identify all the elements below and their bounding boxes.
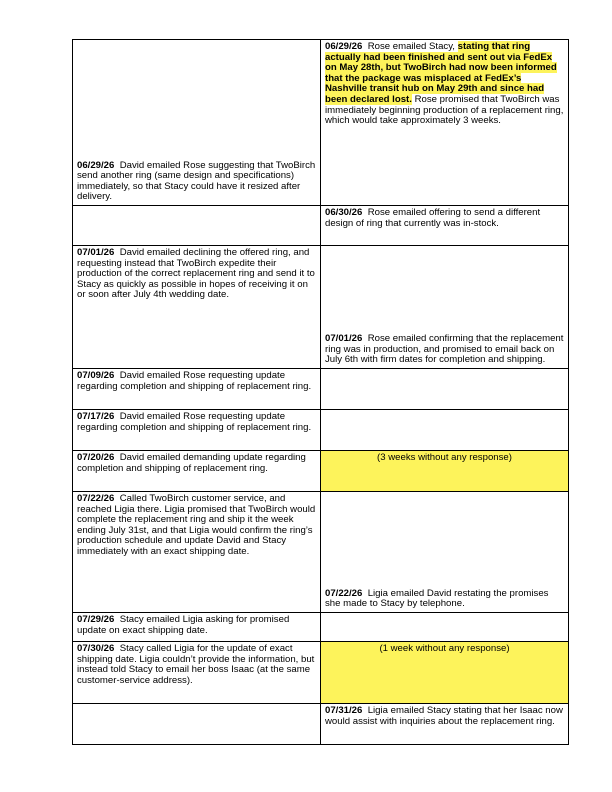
entry-text: Stacy called Ligia for the update of exact shipping date. Ligia couldn’t provide the information, but instead told Stacy to email her boss Isaac (at the same customer-service address).	[77, 643, 315, 686]
entry-date: 07/31/26	[325, 705, 363, 716]
right-cell	[321, 40, 569, 206]
entry-text: Stacy emailed Ligia asking for promised update on exact shipping date.	[77, 614, 290, 636]
entry-date: 07/17/26	[77, 411, 115, 422]
left-cell	[73, 369, 321, 410]
left-cell	[73, 642, 321, 704]
entry-date: 06/30/26	[325, 207, 363, 218]
entry-text: David emailed Rose requesting update regarding completion and shipping of replacement ring.	[77, 370, 312, 392]
entry-date: 07/22/26	[325, 587, 363, 599]
entry-date: 07/30/26	[77, 643, 115, 654]
right-cell	[321, 369, 569, 410]
entry-text: David emailed Rose suggesting that TwoBirch send another ring (same design and specifications) immediately, so that Stacy could have it resized after delivery.	[77, 159, 316, 203]
entry	[77, 453, 316, 474]
table-row	[73, 642, 569, 704]
no-response-note: (3 weeks without any response)	[377, 452, 512, 463]
entry-text: Rose emailed Stacy,	[367, 41, 458, 52]
entry-text: Rose emailed offering to send a different design of ring that currently was in-stock.	[325, 207, 541, 229]
left-cell	[73, 246, 321, 369]
entry	[77, 371, 316, 392]
entry-date: 07/09/26	[77, 370, 115, 381]
table-row	[73, 410, 569, 451]
entry-date: 07/20/26	[77, 452, 115, 463]
table-row	[73, 613, 569, 642]
entry	[77, 644, 316, 686]
entry	[77, 412, 316, 433]
right-cell-highlight	[321, 642, 569, 704]
left-cell	[73, 492, 321, 613]
right-cell	[321, 492, 569, 613]
right-cell	[321, 246, 569, 369]
right-cell-highlight	[321, 451, 569, 492]
entry	[325, 42, 564, 127]
entry-text: Ligia emailed David restating the promises she made to Stacy by telephone.	[325, 587, 549, 610]
right-cell	[321, 206, 569, 246]
entry-date: 07/01/26	[77, 247, 115, 258]
highlighted-text: stating that ring actually had been finished and sent out via FedEx on May 28th, but TwoBirch had now been informed that the package was misplaced at FedEx’s Nashville transit hub on May 29th and since had been declared lost.	[325, 41, 557, 105]
entry-text: Ligia emailed Stacy stating that her Isaac now would assist with inquiries about the replacement ring.	[325, 705, 563, 727]
entry	[325, 706, 564, 727]
table-row	[73, 704, 569, 745]
table-row	[73, 246, 569, 369]
entry	[325, 208, 564, 229]
entry-date: 06/29/26	[325, 41, 363, 52]
no-response-note: (1 week without any response)	[379, 643, 510, 654]
left-cell	[73, 206, 321, 246]
table-row	[73, 369, 569, 410]
entry-text: David emailed demanding update regarding completion and shipping of replacement ring.	[77, 452, 306, 474]
table-row	[73, 206, 569, 246]
right-cell	[321, 704, 569, 745]
entry-date: 07/01/26	[325, 333, 363, 345]
entry-text: David emailed Rose requesting update regarding completion and shipping of replacement ring.	[77, 411, 312, 433]
entry	[325, 334, 564, 366]
entry	[77, 615, 316, 636]
left-cell	[73, 704, 321, 745]
entry	[77, 248, 316, 301]
left-cell	[73, 613, 321, 642]
entry	[325, 589, 564, 610]
left-cell	[73, 410, 321, 451]
entry	[77, 161, 316, 203]
entry-date: 07/22/26	[77, 493, 115, 504]
entry-date: 06/29/26	[77, 159, 115, 171]
table-row	[73, 40, 569, 206]
entry-text: Rose promised that TwoBirch was immediately beginning production of a replacement ring, which would take approximately 3 weeks.	[325, 93, 564, 127]
entry	[77, 494, 316, 558]
timeline-table	[72, 39, 569, 745]
entry-date: 07/29/26	[77, 614, 115, 625]
entry-text: Rose emailed confirming that the replacement ring was in production, and promised to email back on July 6th with firm dates for completion and shipping.	[325, 333, 564, 366]
left-cell	[73, 40, 321, 206]
table-row	[73, 451, 569, 492]
table-row	[73, 492, 569, 613]
right-cell	[321, 613, 569, 642]
left-cell	[73, 451, 321, 492]
entry-text: David emailed declining the offered ring, and requesting instead that TwoBirch expedite their production of the correct replacement ring and send it to Stacy as quickly as possible in hopes of receiving it on or soon after July 4th wedding date.	[77, 247, 315, 301]
right-cell	[321, 410, 569, 451]
entry-text: Called TwoBirch customer service, and reached Ligia there. Ligia promised that TwoBirch would complete the replacement ring and ship it the week ending July 31st, and that Ligia would confirm the ring’s production schedule and update David and Stacy immediately with an exact shipping date.	[77, 493, 316, 557]
